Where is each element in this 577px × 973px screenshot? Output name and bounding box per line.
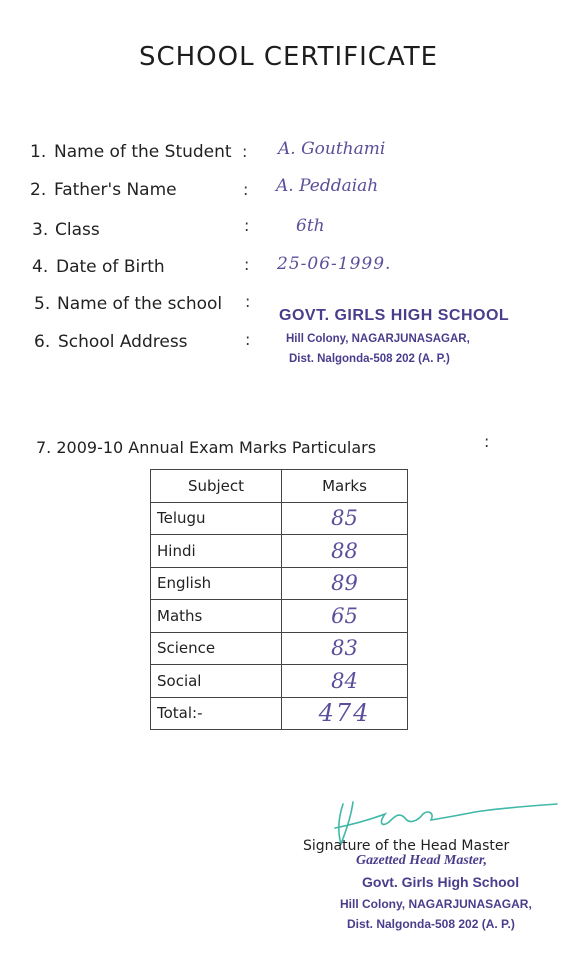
marks-cell: 85 — [282, 502, 408, 535]
field-4-colon: : — [244, 255, 250, 274]
subject-cell: English — [151, 567, 282, 600]
field-2-number: 2. — [30, 180, 47, 200]
table-row — [151, 502, 408, 535]
subject-cell: Maths — [151, 600, 282, 633]
school-stamp-line2: Hill Colony, NAGARJUNASAGAR, — [286, 333, 470, 345]
marks-cell: 89 — [282, 567, 408, 600]
subject-cell: Social — [151, 665, 282, 698]
field-6-number: 6. — [34, 332, 51, 352]
field-2-label: Father's Name — [54, 180, 177, 200]
total-label-cell: Total:- — [151, 697, 282, 730]
table-row — [151, 567, 408, 600]
head-master-stamp-line1: Gazetted Head Master, — [356, 853, 488, 868]
field-6-label: School Address — [58, 332, 188, 352]
field-2-colon: : — [243, 180, 249, 199]
field-5-colon: : — [245, 292, 251, 311]
class-value: 6th — [296, 216, 325, 236]
table-header-row — [151, 470, 408, 503]
field-3-number: 3. — [32, 220, 49, 240]
school-stamp-line1: GOVT. GIRLS HIGH SCHOOL — [279, 307, 510, 324]
marks-cell: 88 — [282, 535, 408, 568]
field-5-number: 5. — [34, 294, 51, 314]
dob-value: 25-06-1999. — [277, 254, 392, 274]
head-master-stamp-line4: Dist. Nalgonda-508 202 (A. P.) — [347, 917, 515, 931]
father-name-value: A. Peddaiah — [276, 176, 379, 196]
field-3-label: Class — [55, 220, 100, 240]
marks-cell: 65 — [282, 600, 408, 633]
marks-cell: 83 — [282, 632, 408, 665]
table-row-total — [151, 697, 408, 730]
certificate-title: SCHOOL CERTIFICATE — [138, 42, 439, 72]
total-marks-cell: 474 — [282, 697, 408, 730]
field-1-label: Name of the Student — [54, 142, 232, 162]
marks-table — [150, 469, 408, 730]
field-3-colon: : — [244, 216, 250, 235]
head-master-stamp-line3: Hill Colony, NAGARJUNASAGAR, — [340, 897, 532, 911]
marks-cell: 84 — [282, 665, 408, 698]
field-1-number: 1. — [30, 142, 47, 162]
field-1-colon: : — [242, 142, 248, 161]
student-name-value: A. Gouthami — [278, 139, 386, 159]
signature-caption: Signature of the Head Master — [303, 838, 510, 854]
table-row — [151, 665, 408, 698]
marks-heading-colon: : — [484, 432, 490, 451]
marks-heading: 7. 2009-10 Annual Exam Marks Particulars — [36, 438, 377, 457]
subject-cell: Science — [151, 632, 282, 665]
marks-column-header: Marks — [282, 470, 408, 503]
school-stamp-line3: Dist. Nalgonda-508 202 (A. P.) — [289, 353, 450, 365]
table-row — [151, 632, 408, 665]
field-6-colon: : — [245, 330, 251, 349]
field-4-number: 4. — [32, 257, 49, 277]
field-5-label: Name of the school — [57, 294, 223, 314]
table-row — [151, 535, 408, 568]
subject-cell: Telugu — [151, 502, 282, 535]
subject-column-header: Subject — [151, 470, 282, 503]
field-4-label: Date of Birth — [56, 257, 165, 277]
head-master-stamp-line2: Govt. Girls High School — [362, 874, 520, 890]
subject-cell: Hindi — [151, 535, 282, 568]
table-row — [151, 600, 408, 633]
